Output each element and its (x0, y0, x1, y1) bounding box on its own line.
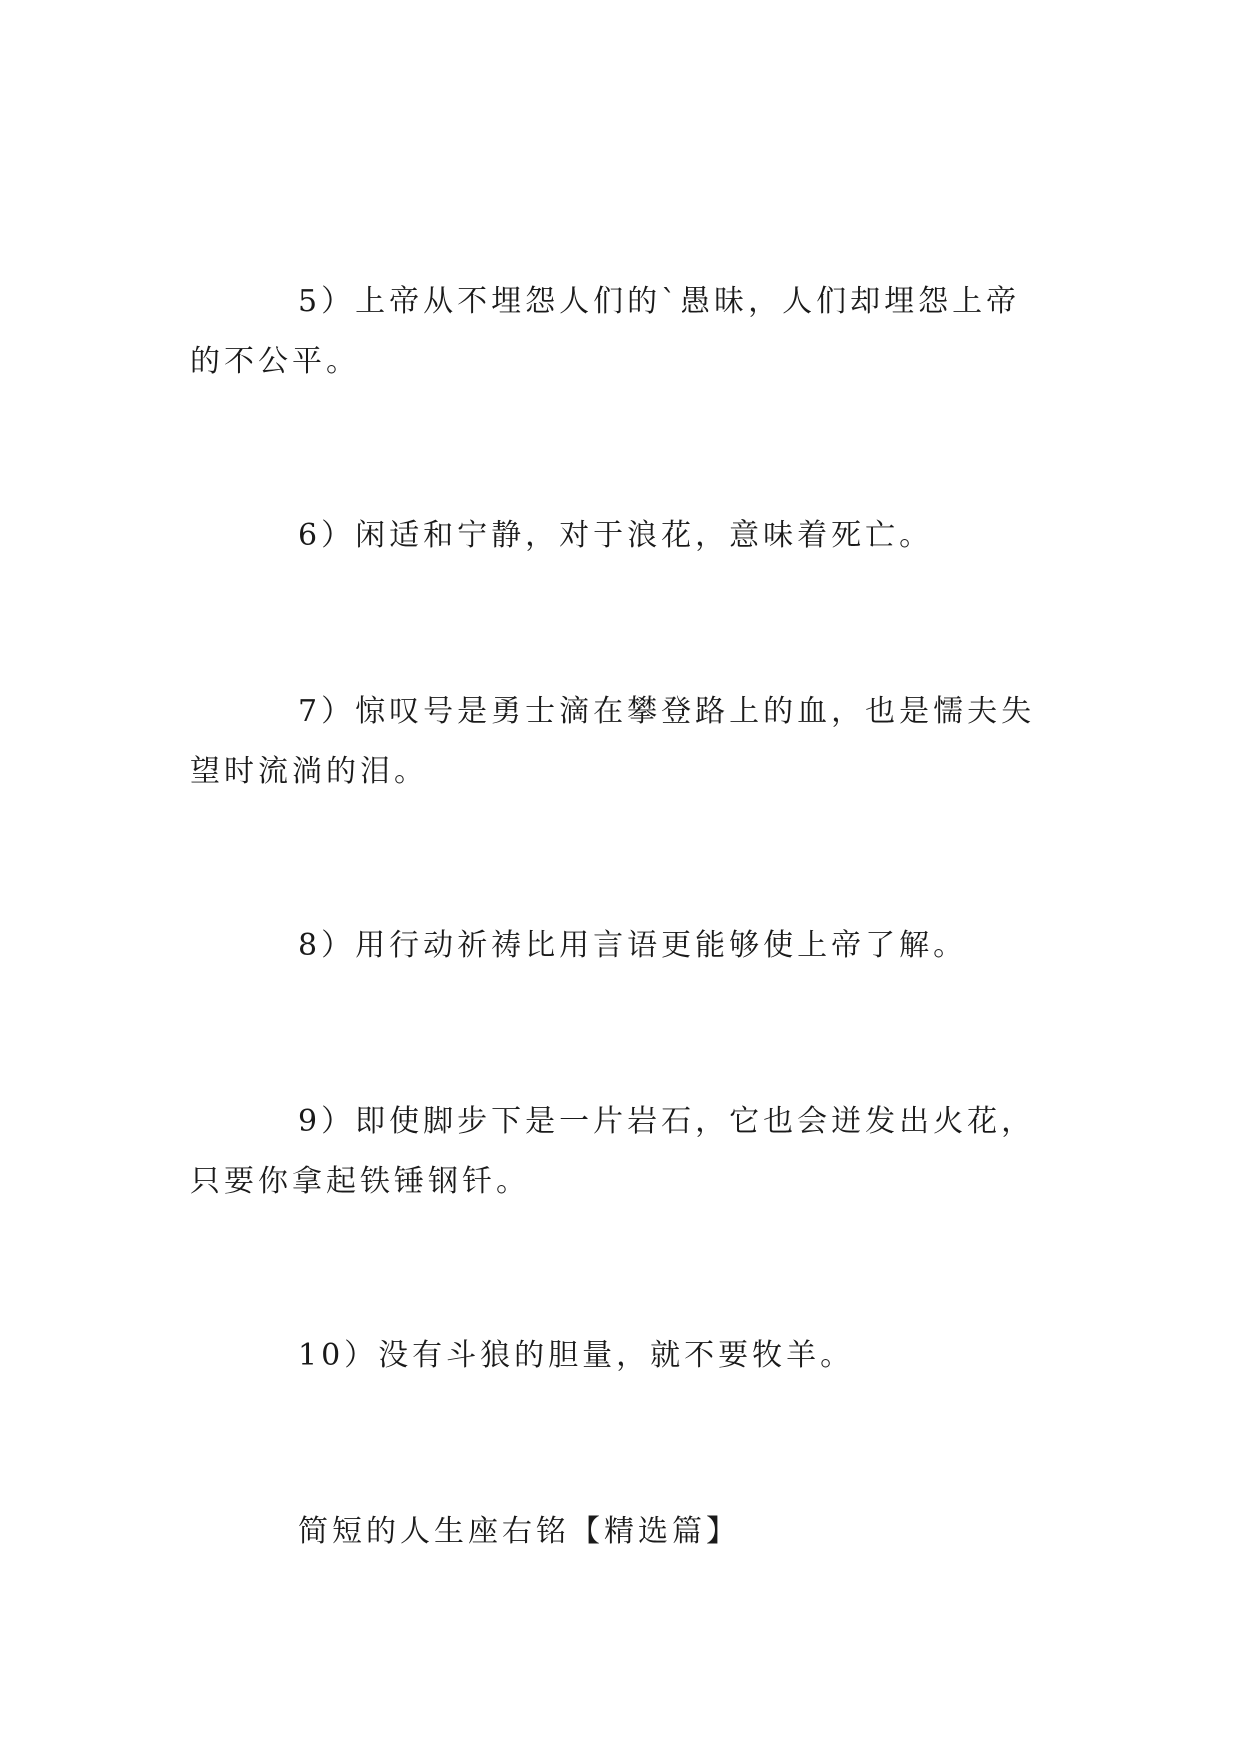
quote-paragraph-9: 9）即使脚步下是一片岩石，它也会迸发出火花，只要你拿起铁锤钢钎。 (190, 1104, 1036, 1199)
quote-paragraph-6: 6）闲适和宁静，对于浪花，意味着死亡。 (298, 518, 934, 553)
quote-paragraph-8: 8）用行动祈祷比用言语更能够使上帝了解。 (298, 928, 968, 963)
quote-paragraph-5: 5）上帝从不埋怨人们的`愚昧，人们却埋怨上帝的不公平。 (190, 284, 1021, 379)
section-heading: 简短的人生座右铭【精选篇】 (298, 1514, 740, 1549)
quote-paragraph-10: 10）没有斗狼的胆量，就不要牧羊。 (298, 1338, 855, 1373)
quote-paragraph-7: 7）惊叹号是勇士滴在攀登路上的血，也是懦夫失望时流淌的泪。 (190, 694, 1036, 789)
